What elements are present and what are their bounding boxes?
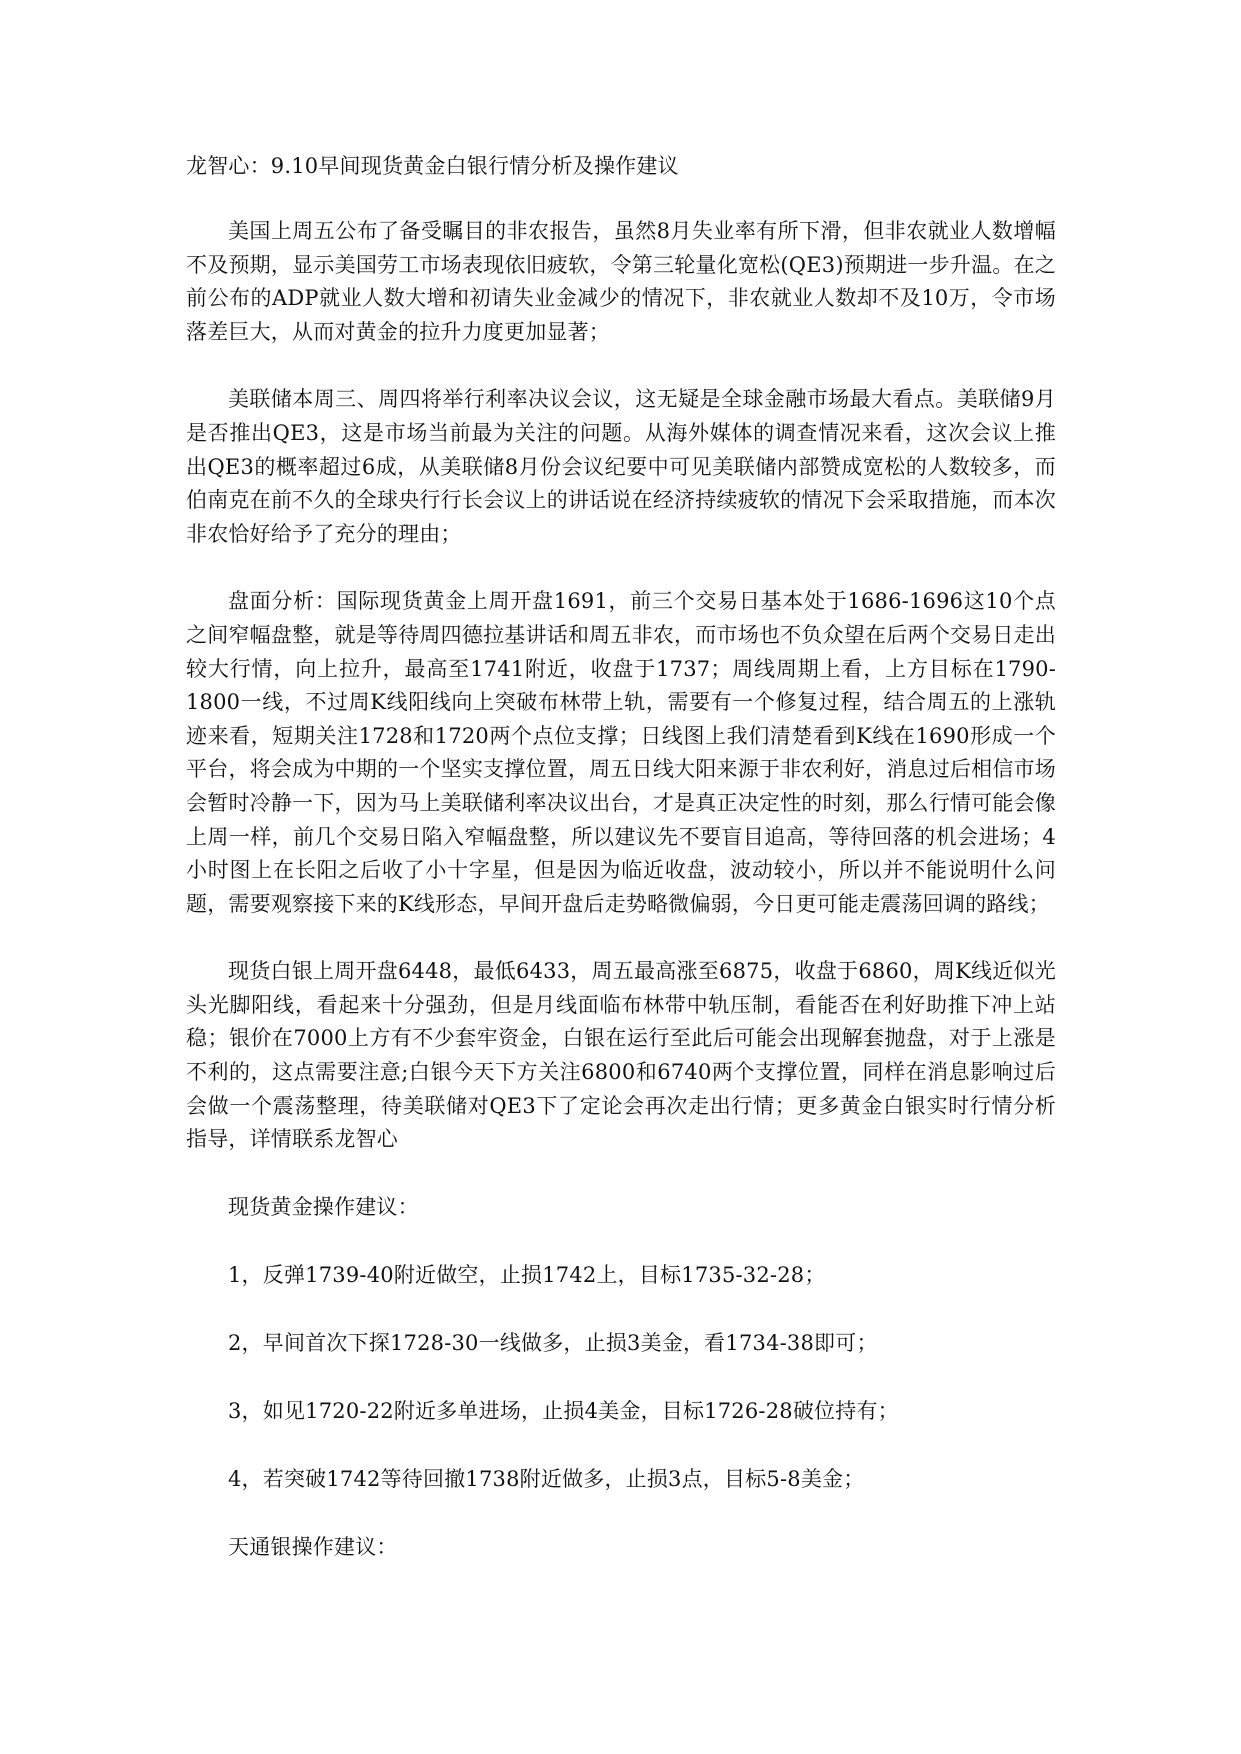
document-body: [186, 150, 1056, 1599]
paragraph-silver-analysis: 现货白银上周开盘6448，最低6433，周五最高涨至6875，收盘于6860，周K线近似光头光脚阳线，看起来十分强劲，但是月线面临布林带中轨压制，看能否在利好助推下冲上站稳；银价在7000上方有不少套牢资金，白银在运行至此后可能会出现解套抛盘，对于上涨是不利的，这点需要注意;白银今天下方关注6800和6740两个支撑位置，同样在消息影响过后会做一个震荡整理，待美联储对QE3下了定论会再次走出行情；更多黄金白银实时行情分析指导，详情联系龙智心: [186, 959, 1056, 1152]
document-title: 龙智心：9.10早间现货黄金白银行情分析及操作建议: [186, 154, 679, 178]
paragraph-nfp: 美国上周五公布了备受瞩目的非农报告，虽然8月失业率有所下滑，但非农就业人数增幅不及预期，显示美国劳工市场表现依旧疲软，令第三轮量化宽松(QE3)预期进一步升温。在之前公布的ADP就业人数大增和初请失业金减少的情况下，非农就业人数却不及10万，令市场落差巨大，从而对黄金的拉升力度更加显著；: [186, 219, 1056, 344]
paragraph-gold-analysis: 盘面分析：国际现货黄金上周开盘1691，前三个交易日基本处于1686-1696这10个点之间窄幅盘整，就是等待周四德拉基讲话和周五非农，而市场也不负众望在后两个交易日走出较大行情，向上拉升，最高至1741附近，收盘于1737；周线周期上看，上方目标在1790-1800一线，不过周K线阳线向上突破布林带上轨，需要有一个修复过程，结合周五的上涨轨迹来看，短期关注1728和1720两个点位支撑；日线图上我们清楚看到K线在1690形成一个平台，将会成为中期的一个坚实支撑位置，周五日线大阳来源于非农利好，消息过后相信市场会暂时冷静一下，因为马上美联储利率决议出台，才是真正决定性的时刻，那么行情可能会像上周一样，前几个交易日陷入窄幅盘整，所以建议先不要盲目追高，等待回落的机会进场；4小时图上在长阳之后收了小十字星，但是因为临近收盘，波动较小，所以并不能说明什么问题，需要观察接下来的K线形态，早间开盘后走势略微偏弱，今日更可能走震荡回调的路线；: [186, 589, 1056, 916]
gold-advice-item-3: 3，如见1720-22附近多单进场，止损4美金，目标1726-28破位持有；: [228, 1398, 899, 1423]
paragraph-fed-meeting: 美联储本周三、周四将举行利率决议会议，这无疑是全球金融市场最大看点。美联储9月是否推出QE3，这是市场当前最为关注的问题。从海外媒体的调查情况来看，这次会议上推出QE3的概率超过6成，从美联储8月份会议纪要中可见美联储内部赞成宽松的人数较多，而伯南克在前不久的全球央行行长会议上的讲话说在经济持续疲软的情况下会采取措施，而本次非农恰好给予了充分的理由；: [186, 387, 1056, 546]
gold-advice-item-1: 1，反弹1739-40附近做空，止损1742上，目标1735-32-28；: [228, 1262, 826, 1287]
silver-advice-heading: 天通银操作建议：: [228, 1534, 398, 1559]
gold-advice-heading: 现货黄金操作建议：: [228, 1194, 419, 1219]
gold-advice-item-4: 4，若突破1742等待回撤1738附近做多，止损3点，目标5-8美金；: [228, 1466, 865, 1491]
gold-advice-item-2: 2，早间首次下探1728-30一线做多，止损3美金，看1734-38即可；: [228, 1330, 878, 1355]
